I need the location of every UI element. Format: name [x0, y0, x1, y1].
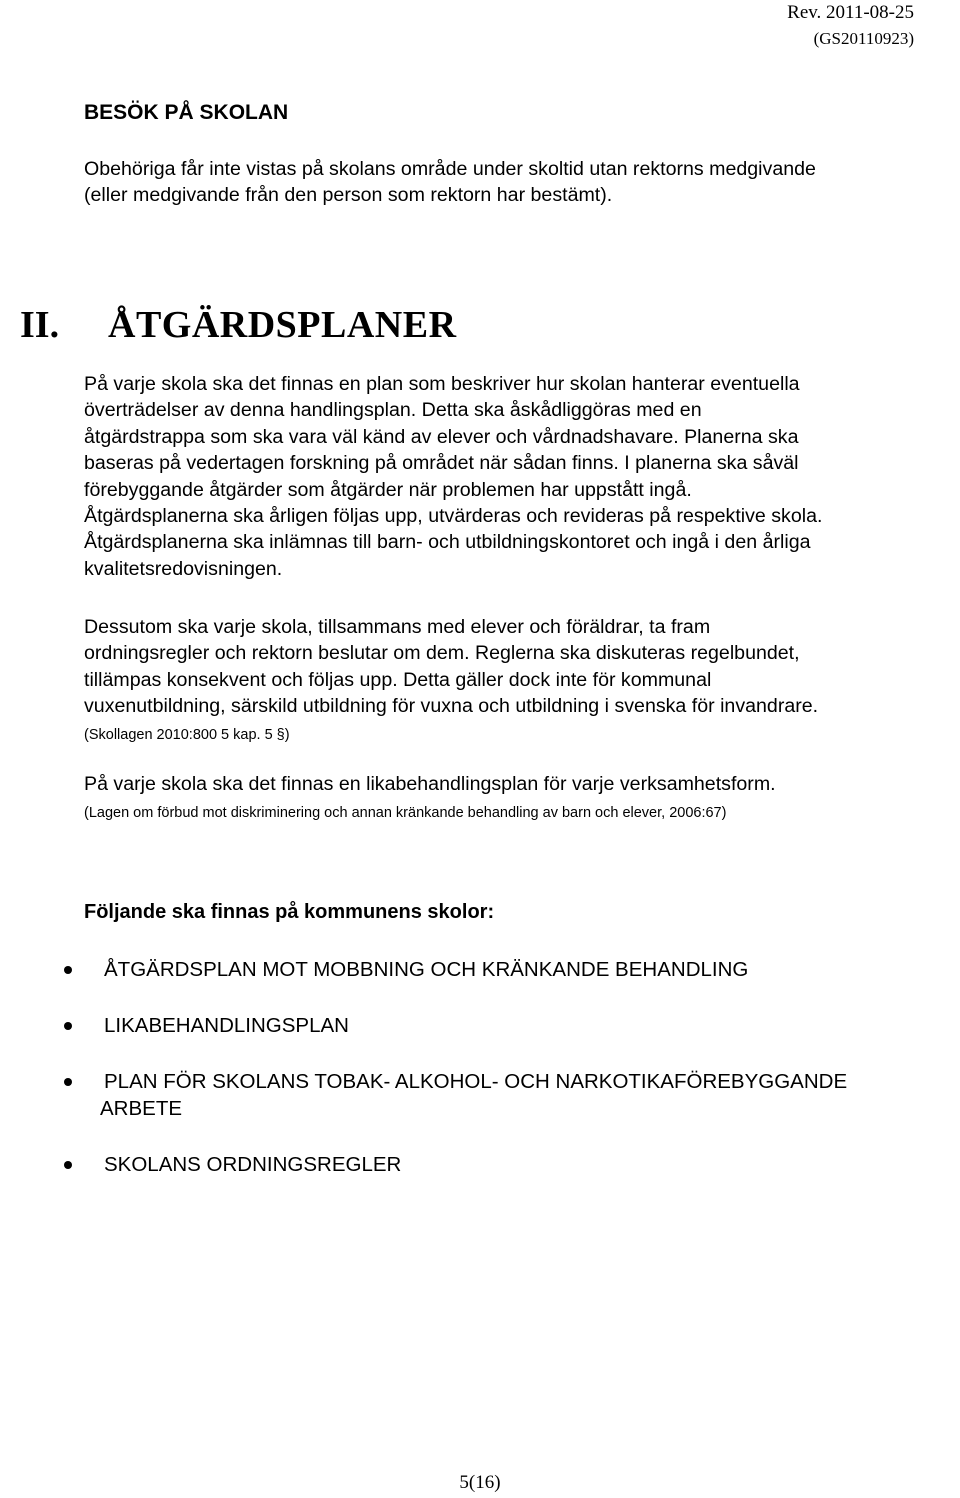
- section-title-besok: BESÖK PÅ SKOLAN: [84, 101, 289, 124]
- text-line: Åtgärdsplanerna ska årligen följas upp, utvärderas och revideras på respektive skola.: [84, 505, 823, 528]
- text-line: tillämpas konsekvent och följas upp. Detta gäller dock inte för kommunal: [84, 668, 712, 691]
- bullet-icon: [64, 966, 72, 974]
- text-line: (eller medgivande från den person som rektorn har bestämt).: [84, 184, 613, 207]
- besok-paragraph: [84, 156, 956, 209]
- section-number: II.: [20, 304, 60, 346]
- text-line: vuxenutbildning, särskild utbildning för vuxna och utbildning i svenska för invandrare.: [84, 695, 819, 718]
- text-line: På varje skola ska det finnas en plan som beskriver hur skolan hanterar eventuella: [84, 373, 800, 395]
- text-line: ordningsregler och rektorn beslutar om dem. Reglerna ska diskuteras regelbundet,: [84, 642, 800, 665]
- text-line: förebyggande åtgärder som åtgärder när problemen har uppstått ingå.: [84, 478, 692, 501]
- document-code: (GS20110923): [813, 29, 914, 48]
- list-item-continuation: ARBETE: [100, 1097, 183, 1120]
- text-line: baseras på vedertagen forskning på området när sådan finns. I planerna ska såväl: [84, 452, 799, 475]
- atgard-paragraph-2: [84, 614, 956, 720]
- list-item: LIKABEHANDLINGSPLAN: [104, 1014, 349, 1037]
- text-line: åtgärdstrappa som ska vara väl känd av elever och vårdnadshavare. Planerna ska: [84, 425, 799, 448]
- bullet-icon: [64, 1161, 72, 1169]
- text-line: Obehöriga får inte vistas på skolans område under skoltid utan rektorns medgivande: [84, 158, 816, 180]
- page-number: 5(16): [459, 1472, 501, 1493]
- text-line: Åtgärdsplanerna ska inlämnas till barn- och utbildningskontoret och ingå i den årliga: [84, 531, 811, 554]
- bullet-icon: [64, 1022, 72, 1030]
- bullet-icon: [64, 1078, 72, 1086]
- atgard-paragraph-3: På varje skola ska det finnas en likabehandlingsplan för varje verksamhetsform.: [84, 773, 776, 795]
- text-line: kvalitetsredovisningen.: [84, 557, 283, 580]
- list-item: PLAN FÖR SKOLANS TOBAK- ALKOHOL- OCH NARKOTIKAFÖREBYGGANDE: [104, 1070, 848, 1093]
- reference-skollagen: (Skollagen 2010:800 5 kap. 5 §): [84, 727, 290, 743]
- list-item: ÅTGÄRDSPLAN MOT MOBBNING OCH KRÄNKANDE BEHANDLING: [104, 958, 749, 981]
- revision-date: Rev. 2011-08-25: [787, 2, 914, 23]
- text-line: överträdelser av denna handlingsplan. Detta ska åskådliggöras med en: [84, 399, 702, 422]
- list-heading: Följande ska finnas på kommunens skolor:: [84, 901, 495, 923]
- text-line: Dessutom ska varje skola, tillsammans med elever och föräldrar, ta fram: [84, 616, 711, 638]
- list-item: SKOLANS ORDNINGSREGLER: [104, 1153, 402, 1176]
- section-title-atgardsplaner: ÅTGÄRDSPLANER: [108, 304, 457, 346]
- reference-diskriminering: (Lagen om förbud mot diskriminering och annan kränkande behandling av barn och elever, 2006:67): [84, 805, 727, 821]
- atgard-paragraph-1: [84, 371, 956, 582]
